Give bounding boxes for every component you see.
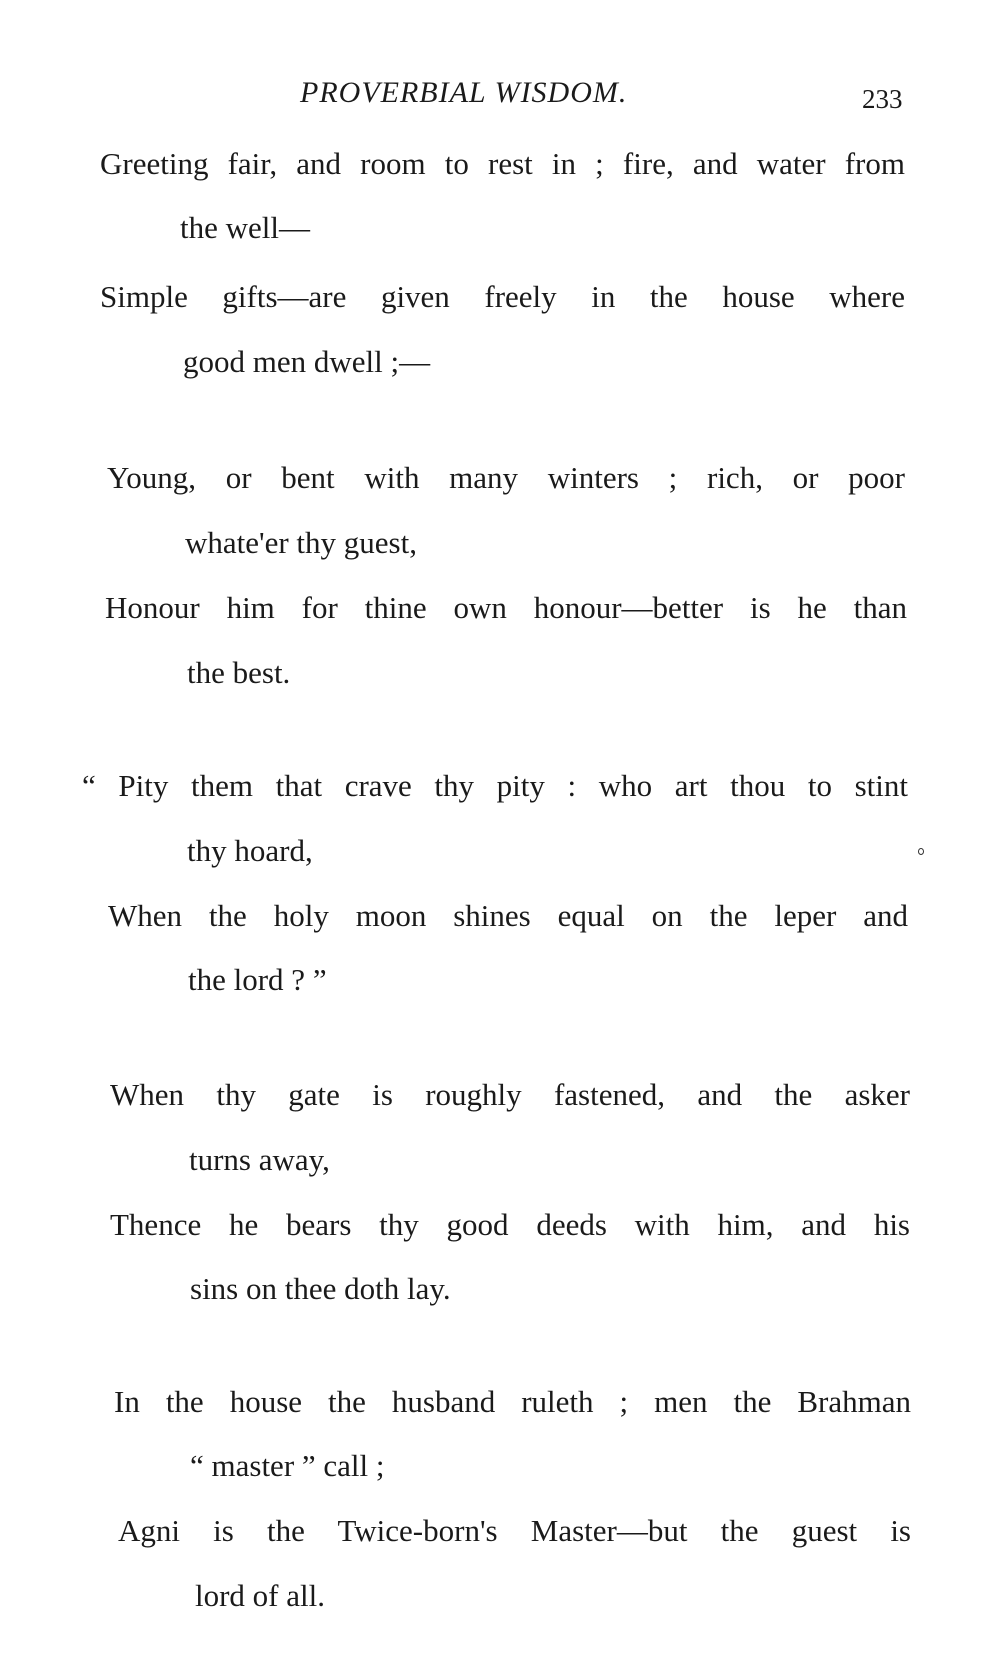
verse-line: whate'er thy guest, — [185, 525, 417, 560]
verse-line: “ Pity them that crave thy pity : who art thou to stint — [82, 768, 908, 803]
verse-line: lord of all. — [195, 1578, 325, 1613]
verse-line: Greeting fair, and room to rest in ; fire, and water from — [100, 146, 905, 181]
verse-line: In the house the husband ruleth ; men the Brahman — [114, 1384, 911, 1419]
verse-line: the best. — [187, 655, 291, 690]
verse-line: Honour him for thine own honour—better is he than — [105, 590, 907, 625]
verse-line: When the holy moon shines equal on the leper and — [108, 898, 908, 933]
verse-line: “ master ” call ; — [190, 1448, 385, 1483]
verse-line: good men dwell ;— — [183, 344, 431, 379]
verse-line: the well— — [180, 210, 310, 245]
verse-line: Young, or bent with many winters ; rich, or poor — [107, 460, 905, 495]
verse-line: Simple gifts—are given freely in the house where — [100, 279, 905, 314]
verse-line: When thy gate is roughly fastened, and the asker — [110, 1077, 910, 1112]
running-title: PROVERBIAL WISDOM. — [300, 76, 628, 109]
verse-line: the lord ? ” — [188, 962, 327, 997]
page-number: 233 — [862, 84, 903, 114]
verse-line: thy hoard, — [187, 833, 313, 868]
margin-dot-mark — [918, 848, 924, 855]
verse-line: Thence he bears thy good deeds with him, and his — [110, 1207, 910, 1242]
verse-line: turns away, — [189, 1142, 330, 1177]
verse-line: Agni is the Twice-born's Master—but the guest is — [118, 1513, 911, 1548]
verse-line: sins on thee doth lay. — [190, 1271, 451, 1306]
